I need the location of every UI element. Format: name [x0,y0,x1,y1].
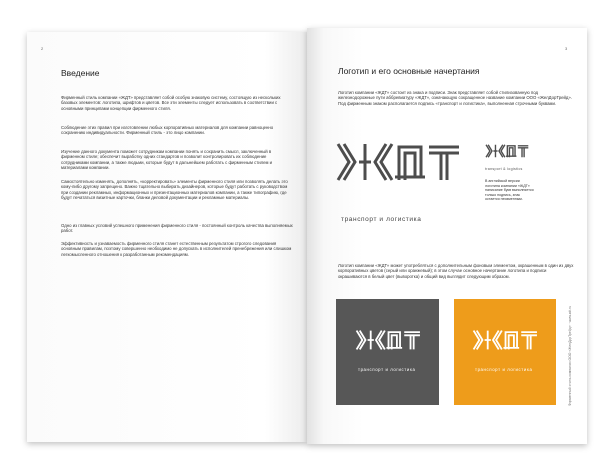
paragraph: Эффективность и узнаваемость фирменного стиля станет естественным результатом строгого следования основным правилам, поэтому совершенно необходимо не допускать в исполнителей пренебрежения или слишком легкомысленного отношения к разработанным рекомендациям. [61,241,292,257]
paragraph: Фирменный стиль компании «ЖДТ» представляет собой особую знаковую систему, состоящую из нескольких базовых элементов: логотипа, шрифтов и цветов. Все эти элементы следует использовать в соответствии с основными принципами концепции фирменного стиля. [61,95,281,111]
page-title: Введение [61,68,100,78]
logo-zhdt-inverse [472,329,538,351]
page-title: Логотип и его основные начертания [338,66,480,76]
swatch-orange [454,299,556,405]
page-number: 2 [41,46,44,51]
swatch-grey [336,299,439,405]
logo-zhdt-small [485,144,529,158]
page-number: 3 [565,46,568,51]
paragraph: Изучение данного документа поможет сотрудникам компании понять и сохранить смысл, заключенный в фирменном стиле; обеспечит выработку одних стандартов и позволит контролировать их соблюдение сотрудниками компании, а также людьми, которые будут в дальнейшем работать с фирменным стилем и материалами компании. [61,149,273,171]
paragraph: Самостоятельно изменять, дополнять, «корректировать» элементы фирменного стиля или позволять делать это кому-либо другому запрещено. Важно тщательно выбирать дизайнеров, которые будут работать с руководством при создании рекламных, информационных и презентационных материалов компании, а также типографию, где будут печататься визитные карточки, бланки деловой документации и рекламные материалы. [61,179,288,201]
logo-tagline: транспорт и логистика [358,367,416,372]
intro-paragraph: Логотип компании «ЖДТ» состоит из знака и подписи. Знак представляет собой стилизованную под железнодорожные пути аббревиатуру «ЖДТ», означающую сокращенное название компании ООО «ЖелДорТрейд». Под фирменным знаком располагается подпись «транспорт и логистика», выполненная строчными буквами. [338,90,573,106]
logo-tagline: транспорт и логистика [341,216,422,223]
background-paragraph: Логотип компании «ЖДТ» может употребляться с дополнительным фоновым элементом, окрашенным в один из двух корпоративных цветов (серый или оранжевый); в этом случае основное начертание логотипа и подписи окрашиваются в белый цвет (выворотка) и общий вид выглядит следующим образом. [338,263,574,279]
right-page [307,28,587,444]
english-note: В английской версии логотипа компании «ЖДТ» написание букв выполняется только подпись, знак остается неизменным. [485,179,534,202]
logo-zhdt [335,142,461,182]
logo-zhdt-inverse [355,329,421,351]
vertical-caption: Фирменный стиль компании ООО «ЖелДорТрейд» · www.zdt.ru [568,305,572,406]
paragraph: Соблюдение этих правил при изготовлении любых корпоративных материалов для компании равноценно сохранению индивидуальности. Фирменный стиль - это лицо компании. [61,125,274,136]
paragraph: Одно из главных условий успешного применения фирменного стиля - постоянный контроль качества выполняемых работ. [61,223,293,234]
logo-small-tagline: transport & logistics [485,167,523,171]
logo-tagline: транспорт и логистика [475,367,533,372]
left-page [27,32,307,442]
